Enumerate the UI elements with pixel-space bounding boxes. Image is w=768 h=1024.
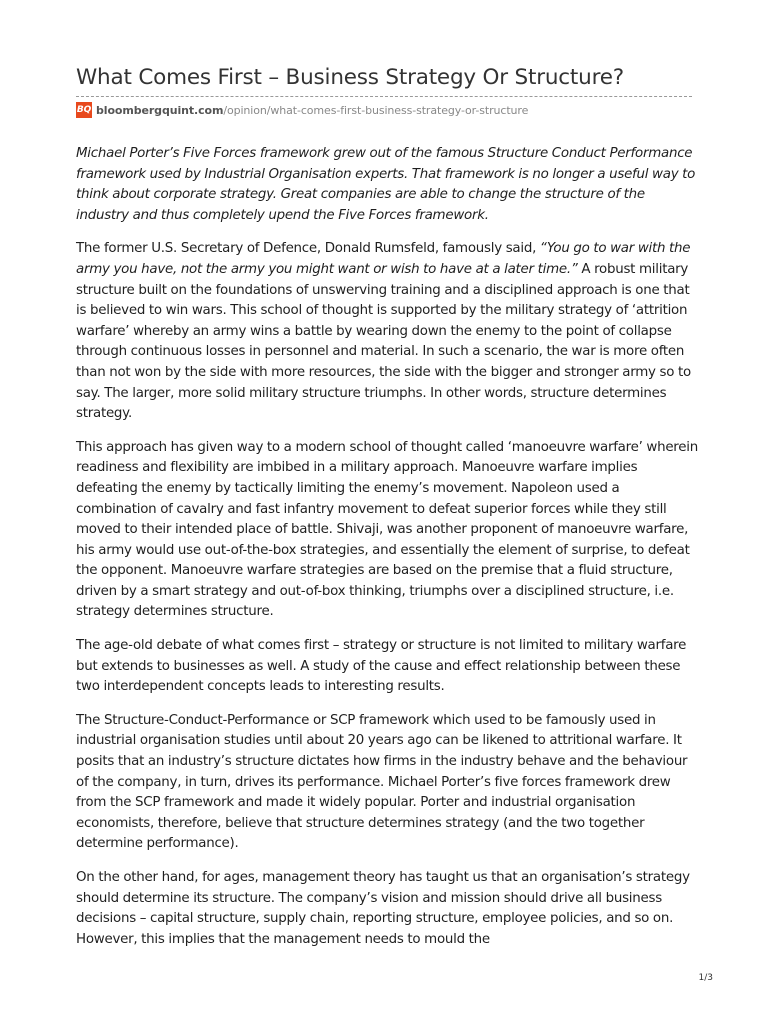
page-number: 1/3 — [698, 973, 713, 983]
rumsfeld-quote: “You go to war with the army you have, not the army you might want or wish to have at a later time.” — [76, 241, 691, 277]
article-body — [76, 144, 700, 950]
paragraph-rumsfeld — [76, 239, 700, 424]
paragraph-text: The former U.S. Secretary of Defence, Donald Rumsfeld, famously said, — [76, 241, 540, 257]
bloombergquint-logo-icon: BQ — [76, 102, 92, 118]
article-page — [76, 64, 700, 963]
paragraph-age-old-debate: The age-old debate of what comes first – strategy or structure is not limited to military warfare but extends to businesses as well. A study of the cause and effect relationship between these two interdependent concepts leads to interesting results. — [76, 638, 687, 695]
paragraph-manoeuvre-warfare: This approach has given way to a modern school of thought called ‘manoeuvre warfare’ wherein readiness and flexibility are imbibed in a military approach. Manoeuvre warfare implies defeating the enemy by tactically limiting the enemy’s movement. Napoleon used a combination of cavalry and fast infantry movement to defeat superior forces while they still moved to their intended place of battle. Shivaji, was another proponent of manoeuvre warfare, his army would use out-of-the-box strategies, and essentially the element of surprise, to defeat the opponent. Manoeuvre warfare strategies are based on the premise that a fluid structure, driven by a smart strategy and out-of-box thinking, triumphs over a disciplined structure, i.e. strategy determines structure. — [76, 439, 698, 620]
source-path[interactable]: /opinion/what-comes-first-business-strategy-or-structure — [223, 103, 529, 117]
article-title: What Comes First – Business Strategy Or Structure? — [76, 65, 624, 90]
paragraph-scp-framework: The Structure-Conduct-Performance or SCP framework which used to be famously used in industrial organisation studies until about 20 years ago can be likened to attritional warfare. It posits that an industry’s structure dictates how firms in the industry behave and the behaviour of the company, in turn, drives its performance. Michael Porter’s five forces framework drew from the SCP framework and made it widely popular. Porter and industrial organisation economists, therefore, believe that structure determines strategy (and the two together determine performance). — [76, 712, 688, 852]
paragraph-management-theory: On the other hand, for ages, management theory has taught us that an organisation’s strategy should determine its structure. The company’s vision and mission should drive all business decisions – capital structure, supply chain, reporting structure, employee policies, and so on. However, this implies that the management needs to mould the — [76, 870, 690, 947]
source-domain[interactable]: bloombergquint.com — [96, 103, 224, 117]
paragraph-text: A robust military structure built on the foundations of unswerving training and a disciplined approach is one that is believed to win wars. This school of thought is supported by the military strategy of ‘attrition warfare’ whereby an army wins a battle by wearing down the enemy to the point of collapse through continuous losses in personnel and material. In such a scenario, the war is more often than not won by the side with more resources, the side with the bigger and stronger army so to say. The larger, more solid military structure triumphs. In other words, structure determines strategy. — [76, 261, 691, 422]
source-line[interactable] — [76, 101, 700, 119]
intro-paragraph: Michael Porter’s Five Forces framework grew out of the famous Structure Conduct Performance framework used by Industrial Organisation experts. That framework is no longer a useful way to think about corporate strategy. Great companies are able to change the structure of the industry and thus completely upend the Five Forces framework. — [76, 146, 696, 223]
title-divider — [76, 96, 692, 97]
